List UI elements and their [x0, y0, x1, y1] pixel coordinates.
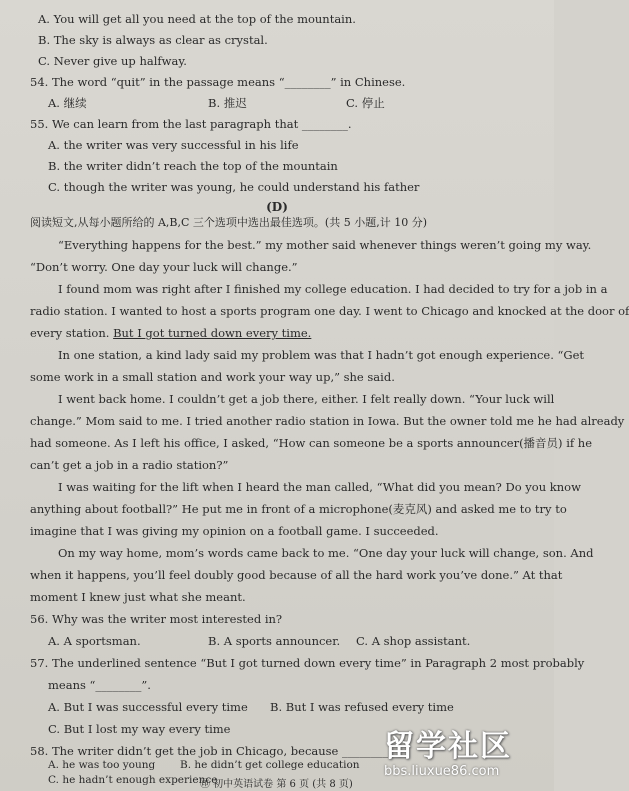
option-c: C. though the writer was young, he could understand his father — [48, 180, 420, 194]
underlined-sentence: But I got turned down every time. — [113, 326, 312, 340]
option-c: C. 停止 — [346, 96, 385, 110]
option-b: B. A sports announcer. — [208, 634, 341, 648]
option-text: C. Never give up halfway. — [38, 54, 187, 68]
question-57: 57. The underlined sentence “But I got turned down every time” in Paragraph 2 most probably — [30, 656, 585, 670]
passage-line: “Don’t worry. One day your luck will change.” — [30, 260, 298, 274]
passage-line: change.” Mom said to me. I tried another radio station in Iowa. But the owner told me he had already — [30, 414, 625, 428]
passage-line: can’t get a job in a radio station?” — [30, 458, 229, 472]
option-a: A. he was too young — [48, 759, 156, 771]
passage-line: I went back home. I couldn’t get a job there, either. I felt really down. “Your luck will — [58, 392, 555, 406]
option-a: A. But I was successful every time — [48, 700, 248, 714]
passage-text: every station. — [30, 326, 114, 340]
question-57-cont: means “________”. — [48, 678, 151, 692]
option-text: B. The sky is always as clear as crystal. — [38, 33, 268, 47]
passage-line: imagine that I was giving my opinion on a football game. I succeeded. — [30, 524, 439, 538]
section-instructions: 阅读短文,从每小题所给的 A,B,C 三个选项中选出最佳选项。(共 5 小题,计 10 分) — [30, 216, 427, 229]
question-58: 58. The writer didn’t get the job in Chicago, because ________. — [30, 744, 392, 758]
passage-line: In one station, a kind lady said my problem was that I hadn’t got enough experience. “Get — [58, 348, 585, 362]
option-c: C. A shop assistant. — [356, 634, 471, 648]
watermark — [384, 730, 546, 788]
question-54: 54. The word “quit” in the passage means “________” in Chinese. — [30, 75, 406, 89]
question-56: 56. Why was the writer most interested in? — [30, 612, 283, 626]
option-b: B. 推迟 — [208, 96, 247, 110]
option-b: B. he didn’t get college education — [180, 759, 360, 771]
option-a: A. the writer was very successful in his life — [48, 138, 299, 152]
option-b: B. the writer didn’t reach the top of the mountain — [48, 159, 338, 173]
page-footer: ㊞ 初中英语试卷 第 6 页 (共 8 页) — [200, 779, 353, 790]
watermark-url: bbs.liuxue86.com — [384, 764, 500, 779]
passage-line: anything about football?” He put me in front of a microphone(麦克风) and asked me to try to — [30, 502, 567, 516]
option-text: A. You will get all you need at the top of the mountain. — [38, 12, 356, 26]
option-b: B. But I was refused every time — [270, 700, 454, 714]
passage-line: radio station. I wanted to host a sports program one day. I went to Chicago and knocked at the door of — [30, 304, 629, 318]
option-c: C. But I lost my way every time — [48, 722, 231, 736]
passage-line: On my way home, mom’s words came back to me. “One day your luck will change, son. And — [58, 546, 594, 560]
question-55: 55. We can learn from the last paragraph that ________. — [30, 117, 352, 131]
passage-line: when it happens, you’ll feel doubly good because of all the hard work you’ve done.” At that — [30, 568, 563, 582]
watermark-logo: 留学社区 — [384, 729, 512, 764]
option-a: A. 继续 — [48, 96, 87, 110]
passage-line — [30, 326, 311, 340]
option-a: A. A sportsman. — [48, 634, 141, 648]
section-heading: (D) — [266, 200, 288, 214]
passage-line: I was waiting for the lift when I heard the man called, “What did you mean? Do you know — [58, 480, 581, 494]
passage-line: had someone. As I left his office, I asked, “How can someone be a sports announcer(播音员) if he — [30, 436, 593, 450]
passage-line: moment I knew just what she meant. — [30, 590, 246, 604]
passage-line: I found mom was right after I finished my college education. I had decided to try for a job in a — [58, 282, 608, 296]
passage-line: some work in a small station and work your way up,” she said. — [30, 370, 395, 384]
option-c: C. he hadn’t enough experience — [48, 774, 218, 786]
passage-line: “Everything happens for the best.” my mother said whenever things weren’t going my way. — [58, 238, 592, 252]
